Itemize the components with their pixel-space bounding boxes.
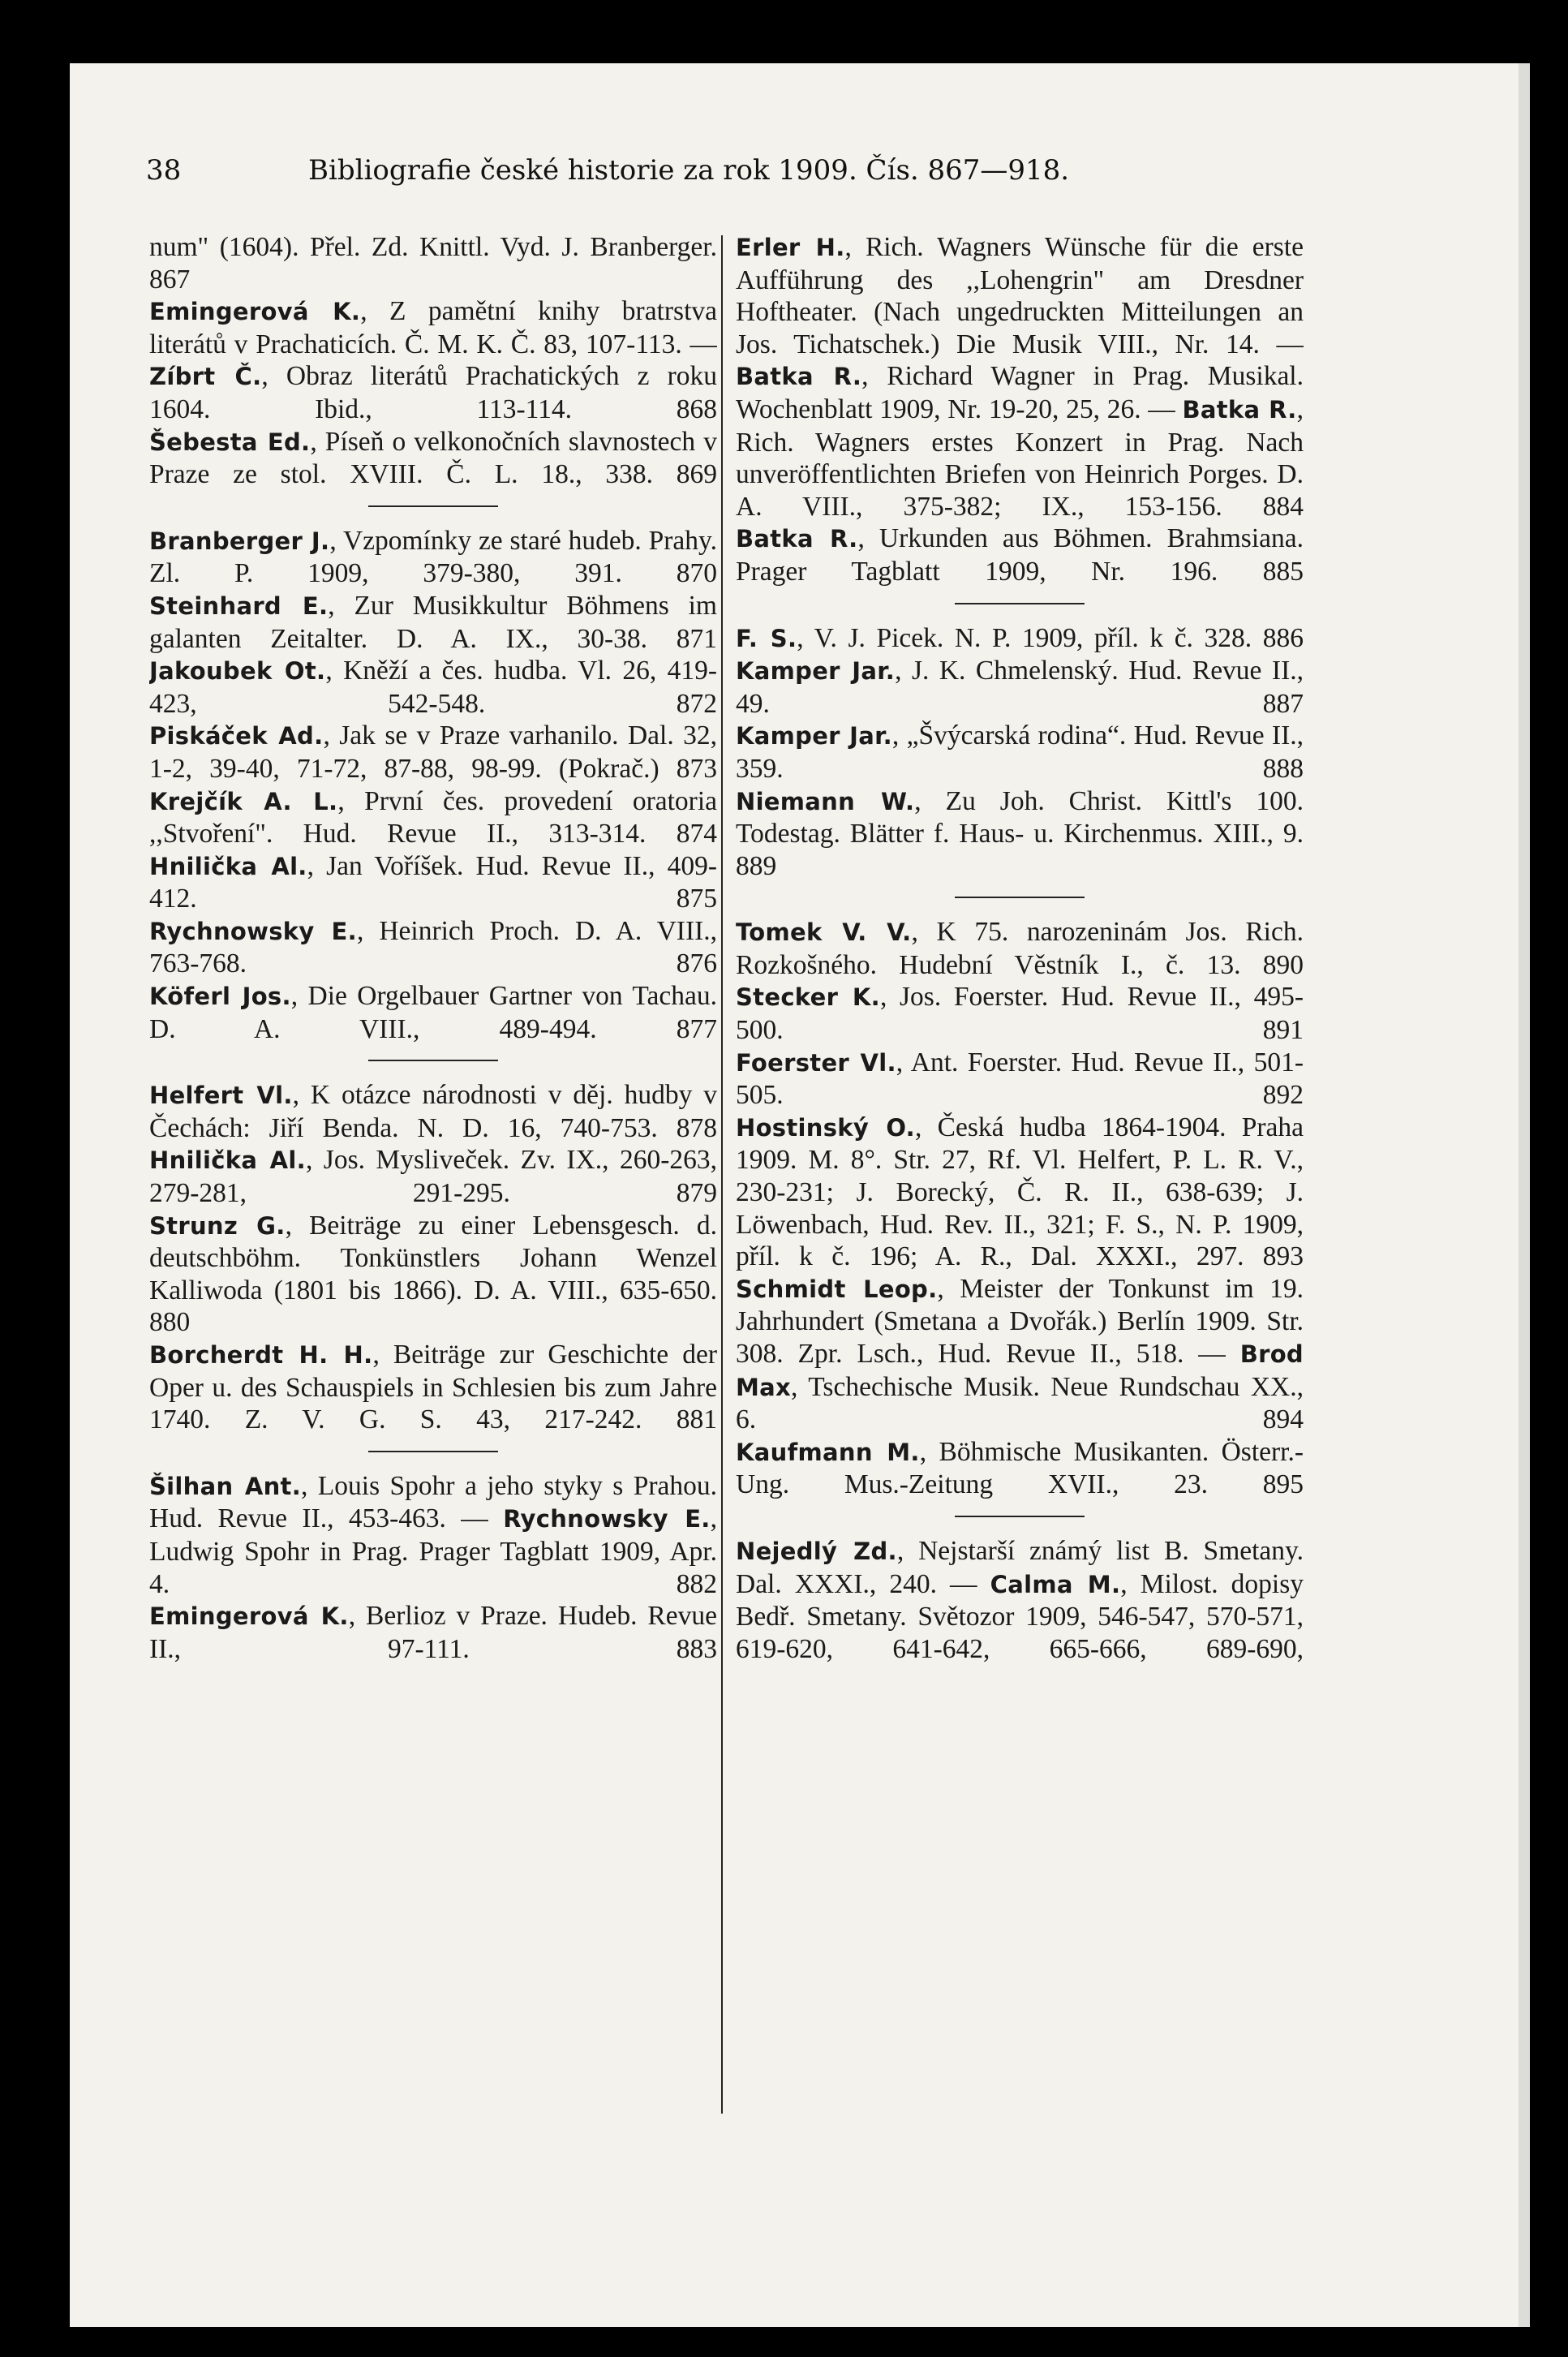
bibliography-entry — [149, 980, 717, 1045]
bibliography-entry — [149, 1079, 717, 1144]
author-name: Batka R. — [736, 525, 858, 553]
author-name: Helfert Vl. — [149, 1082, 293, 1110]
bibliography-entry — [149, 1600, 717, 1665]
entry-text: , Richard Wagner in Prag. Musikal. Wochenblatt 1909, Nr. 19-20, 25, 26. — — [736, 361, 1304, 424]
author-name: Rychnowsky E. — [149, 917, 357, 945]
entry-text: , Meister der Tonkunst im 19. Jahrhundert (Smetana a Dvořák.) Berlín 1909. Str. 308. Zpr. Lsch., Hud. Revue II., 518. — — [736, 1273, 1304, 1369]
section-separator — [955, 603, 1085, 604]
entry-text: , Ant. Foerster. Hud. Revue II., 501-505. 892 — [736, 1047, 1304, 1111]
bibliography-entry — [736, 1535, 1304, 1665]
author-name: Erler H. — [736, 234, 845, 261]
author-name: F. S. — [736, 624, 797, 652]
bibliography-entry — [149, 590, 717, 655]
bibliography-entry — [149, 915, 717, 980]
entry-text: , Beiträge zur Geschichte der Oper u. des Schauspiels in Schlesien bis zum Jahre 1740. Z. V. G. S. 43, 217-242. 881 — [149, 1340, 717, 1435]
entry-text: , Louis Spohr a jeho styky s Prahou. Hud. Revue II., 453-463. — — [149, 1470, 717, 1534]
author-name: Tomek V. V. — [736, 918, 912, 947]
entry-text: , Heinrich Proch. D. A. VIII., 763-768. 876 — [149, 915, 717, 979]
entry-text: , V. J. Picek. N. P. 1909, příl. k č. 328. 886 — [797, 622, 1304, 653]
bibliography-entry — [149, 1210, 717, 1339]
entry-text: , Jan Voříšek. Hud. Revue II., 409-412. 875 — [149, 850, 717, 914]
entry-text: , Obraz literátů Prachatických z roku 1604. Ibid., 113-114. 868 — [149, 361, 717, 424]
bibliography-entry — [736, 1112, 1304, 1273]
author-name: Batka R. — [736, 363, 862, 391]
entry-text: , K 75. narozeninám Jos. Rich. Rozkošného. Hudební Věstník I., č. 13. 890 — [736, 917, 1304, 980]
entry-text: , Zu Joh. Christ. Kittl's 100. Todestag. Blätter f. Haus- u. Kirchenmus. XIII., 9. 889 — [736, 785, 1304, 881]
bibliography-entry — [149, 1470, 717, 1600]
bibliography-entry — [149, 1144, 717, 1209]
entry-text: , Z pamětní knihy bratrstva literátů v Prachaticích. Č. M. K. Č. 83, 107-113. — — [149, 296, 717, 359]
entry-text: , Rich. Wagners Wünsche für die erste Aufführung des ,,Lohengrin" am Dresdner Hoftheater. (Nach ungedruckten Mitteilungen an Jos. Tichatschek.) Die Musik VIII., Nr. 14. — — [736, 232, 1304, 359]
entry-text: , Jak se v Praze varhanilo. Dal. 32, 1-2, 39-40, 71-72, 87-88, 98-99. (Pokrač.) 873 — [149, 720, 717, 784]
author-name: Zíbrt Č. — [149, 363, 262, 391]
bibliography-entry — [149, 295, 717, 425]
entry-text: num" (1604). Přel. Zd. Knittl. Vyd. J. Branberger. 867 — [149, 232, 717, 295]
author-name: Stecker K. — [736, 983, 880, 1012]
section-separator — [955, 897, 1085, 898]
bibliography-entry — [149, 231, 717, 295]
author-name: Köferl Jos. — [149, 983, 291, 1011]
section-separator — [955, 1516, 1085, 1517]
author-name: Brod Max — [736, 1340, 1304, 1401]
bibliography-entry — [736, 1047, 1304, 1112]
left-column — [149, 231, 717, 2162]
author-name: Branberger J. — [149, 527, 330, 555]
entry-text: , Jos. Mysliveček. Zv. IX., 260-263, 279-281, 291-295. 879 — [149, 1145, 717, 1209]
entry-text: , Nejstarší známý list B. Smetany. Dal. XXXI., 240. — — [736, 1535, 1304, 1599]
page-number: 38 — [146, 154, 182, 187]
entry-text: , Česká hudba 1864-1904. Praha 1909. M. 8°. Str. 27, Rf. Vl. Helfert, P. L. R. V., 230-231; J. Borecký, Č. R. II., 638-639; J. Löwenbach, Hud. Rev. II., 321; F. S., N. P. 1909, příl. k č. 196; A. R., Dal. XXXI., 297. 893 — [736, 1112, 1304, 1272]
author-name: Šilhan Ant. — [149, 1472, 302, 1500]
bibliography-entry — [736, 720, 1304, 785]
entry-text: , Urkunden aus Böhmen. Brahmsiana. Prager Tagblatt 1909, Nr. 196. 885 — [736, 523, 1304, 587]
author-name: Krejčík A. L. — [149, 787, 338, 815]
author-name: Jakoubek Ot. — [149, 657, 326, 686]
entry-text: , Zur Musikkultur Böhmens im galanten Zeitalter. D. A. IX., 30-38. 871 — [149, 590, 717, 654]
entry-text: , První čes. provedení oratoria ,,Stvoření". Hud. Revue II., 313-314. 874 — [149, 785, 717, 849]
author-name: Schmidt Leop. — [736, 1275, 938, 1303]
author-name: Kaufmann M. — [736, 1438, 920, 1466]
author-name: Nejedlý Zd. — [736, 1537, 897, 1565]
entry-text: , Ludwig Spohr in Prag. Prager Tagblatt 1909, Apr. 4. 882 — [149, 1503, 717, 1599]
section-separator — [368, 1060, 498, 1061]
author-name: Strunz G. — [149, 1211, 286, 1240]
author-name: Foerster Vl. — [736, 1048, 896, 1077]
bibliography-entry — [736, 622, 1304, 656]
author-name: Emingerová K. — [149, 1602, 349, 1631]
bibliography-entry — [736, 655, 1304, 720]
bibliography-entry — [149, 850, 717, 915]
bibliography-entry — [736, 231, 1304, 523]
author-name: Calma M. — [990, 1570, 1121, 1598]
entry-text: , Milost. dopisy Bedř. Smetany. Světozor 1909, 546-547, 570-571, 619-620, 641-642, 665-666, 689-690, — [736, 1568, 1304, 1664]
bibliography-entry — [149, 1339, 717, 1436]
author-name: Borcherdt H. H. — [149, 1341, 373, 1369]
author-name: Hnilička Al. — [149, 852, 307, 880]
author-name: Rychnowsky E. — [503, 1505, 711, 1533]
author-name: Batka R. — [1182, 395, 1297, 424]
entry-text: , Die Orgelbauer Gartner von Tachau. D. A. VIII., 489-494. 877 — [149, 981, 717, 1044]
section-separator — [368, 505, 498, 507]
bibliography-entry — [736, 1436, 1304, 1501]
entry-text: , Jos. Foerster. Hud. Revue II., 495-500. 891 — [736, 982, 1304, 1046]
section-separator — [368, 1451, 498, 1452]
author-name: Piskáček Ad. — [149, 722, 324, 751]
author-name: Kamper Jar. — [736, 657, 896, 686]
bibliography-entry — [736, 785, 1304, 883]
entry-text: , Böhmische Musikanten. Österr.-Ung. Mus.-Zeitung XVII., 23. 895 — [736, 1436, 1304, 1500]
column-divider — [721, 235, 723, 2114]
bibliography-entry — [736, 916, 1304, 981]
bibliography-entry — [736, 1273, 1304, 1436]
bibliography-entry — [736, 523, 1304, 587]
entry-text: , K otázce národnosti v děj. hudby v Čechách: Jiří Benda. N. D. 16, 740-753. 878 — [149, 1080, 717, 1143]
bibliography-entry — [149, 785, 717, 850]
author-name: Hostinský O. — [736, 1113, 915, 1142]
author-name: Steinhard E. — [149, 591, 329, 620]
running-header — [146, 154, 1355, 211]
entry-text: , Tschechische Musik. Neue Rundschau XX., 6. 894 — [736, 1371, 1304, 1435]
bibliography-entry — [736, 981, 1304, 1046]
page-edge — [1519, 63, 1530, 2327]
entry-text: , Rich. Wagners erstes Konzert in Prag. Nach unveröffentlichten Briefen von Heinrich Porges. D. A. VIII., 375-382; IX., 153-156. 884 — [736, 394, 1304, 522]
entry-text: , Beiträge zu einer Lebensgesch. d. deutschböhm. Tonkünstlers Johann Wenzel Kalliwoda (1801 bis 1866). D. A. VIII., 635-650. 880 — [149, 1210, 717, 1338]
bibliography-entry — [149, 720, 717, 785]
entry-text: , „Švýcarská rodina“. Hud. Revue II., 359. 888 — [736, 720, 1304, 784]
right-column — [736, 231, 1304, 2162]
author-name: Šebesta Ed. — [149, 428, 311, 456]
author-name: Hnilička Al. — [149, 1146, 306, 1175]
author-name: Niemann W. — [736, 787, 915, 815]
entry-text: , Kněží a čes. hudba. Vl. 26, 419-423, 542-548. 872 — [149, 656, 717, 719]
entry-text: , Vzpomínky ze staré hudeb. Prahy. Zl. P. 1909, 379-380, 391. 870 — [149, 525, 717, 589]
author-name: Emingerová K. — [149, 298, 361, 326]
entry-text: , Píseň o velkonočních slavnostech v Praze ze stol. XVIII. Č. L. 18., 338. 869 — [149, 426, 717, 490]
bibliography-entry — [149, 525, 717, 590]
running-title: Bibliografie české historie za rok 1909. Čís. 867—918. — [308, 154, 1070, 187]
bibliography-entry — [149, 655, 717, 720]
bibliography-entry — [149, 426, 717, 491]
entry-text: , J. K. Chmelenský. Hud. Revue II., 49. 887 — [736, 656, 1304, 719]
author-name: Kamper Jar. — [736, 722, 892, 751]
entry-text: , Berlioz v Praze. Hudeb. Revue II., 97-111. 883 — [149, 1601, 717, 1664]
